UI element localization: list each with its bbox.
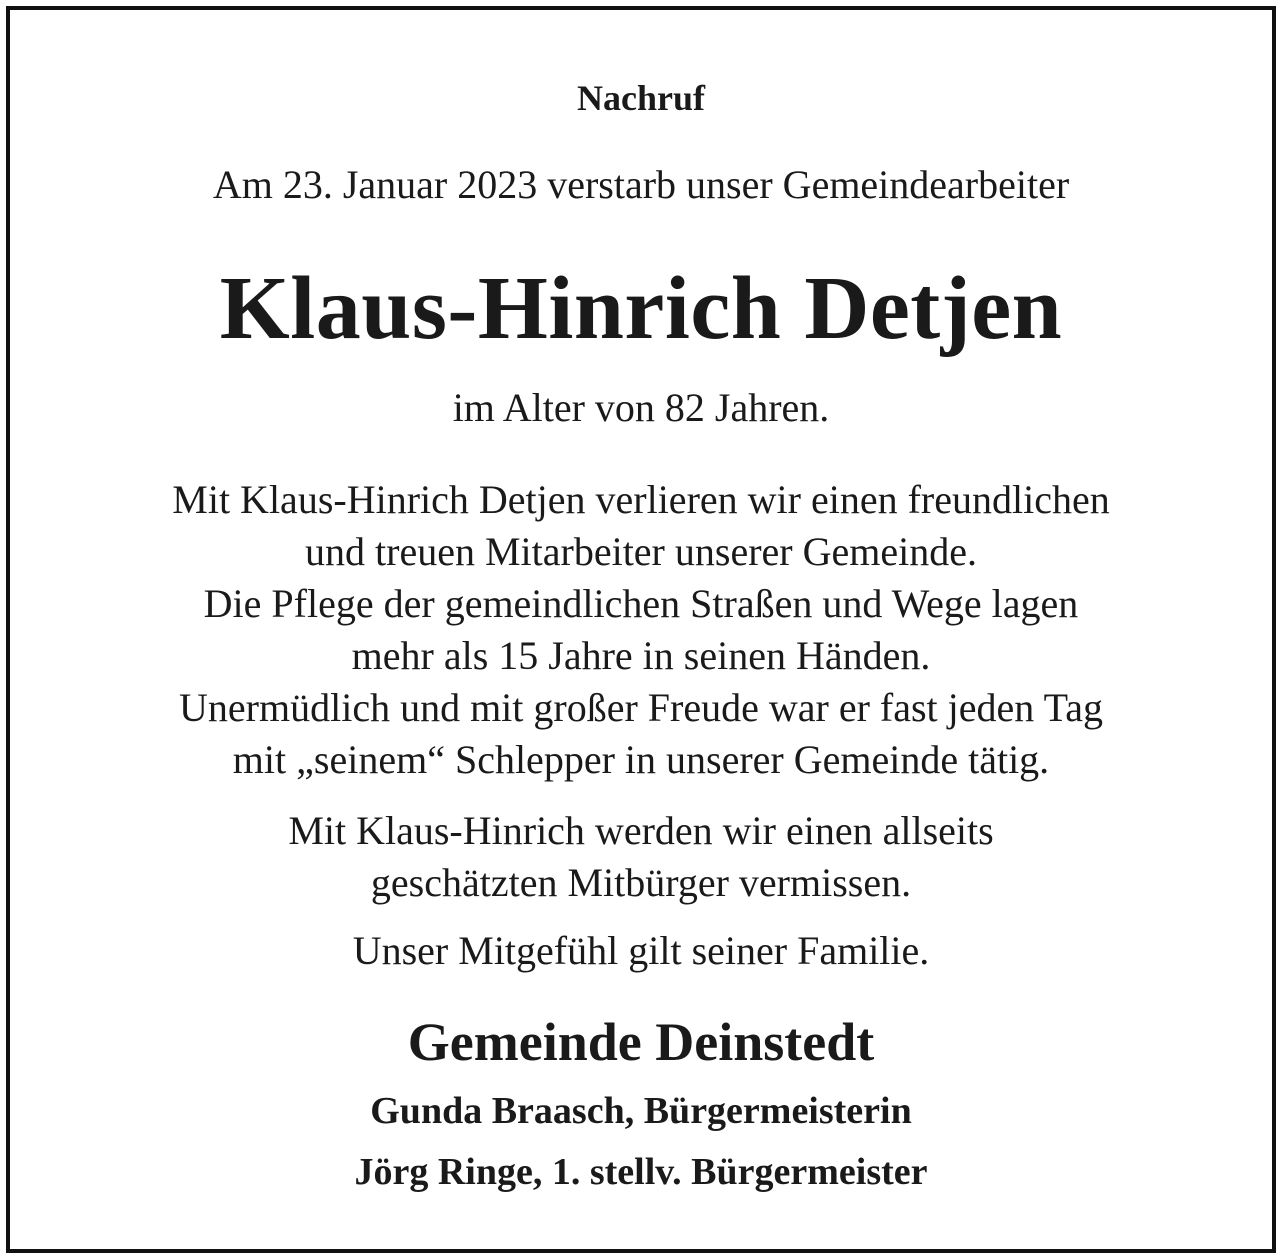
- tribute-line: Mit Klaus-Hinrich werden wir einen allseits: [288, 808, 994, 853]
- organization-name: Gemeinde Deinstedt: [407, 1012, 875, 1072]
- tribute-line: und treuen Mitarbeiter unserer Gemeinde.: [305, 529, 977, 574]
- tribute-line: Mit Klaus-Hinrich Detjen verlieren wir einen freundlichen: [172, 477, 1110, 522]
- tribute-paragraph-2: [10, 805, 1272, 909]
- obituary-notice: [10, 10, 1272, 1249]
- obituary-border: [6, 6, 1276, 1253]
- notice-heading: Nachruf: [577, 78, 705, 118]
- notice-intro: Am 23. Januar 2023 verstarb unser Gemeindearbeiter: [212, 162, 1070, 207]
- condolence-line: Unser Mitgefühl gilt seiner Familie.: [352, 928, 930, 973]
- tribute-line: geschätzten Mitbürger vermissen.: [370, 860, 912, 905]
- deceased-name: Klaus-Hinrich Detjen: [219, 259, 1063, 358]
- deceased-age: im Alter von 82 Jahren.: [452, 385, 830, 430]
- signatory-deputy-mayor: Jörg Ringe, 1. stellv. Bürgermeister: [354, 1151, 928, 1193]
- signatory-mayor: Gunda Braasch, Bürgermeisterin: [370, 1090, 912, 1132]
- tribute-paragraph-1: [10, 474, 1272, 786]
- tribute-line: Die Pflege der gemeindlichen Straßen und Wege lagen: [203, 581, 1079, 626]
- tribute-line: Unermüdlich und mit großer Freude war er fast jeden Tag: [179, 685, 1103, 730]
- tribute-line: mit „seinem“ Schlepper in unserer Gemeinde tätig.: [232, 737, 1050, 782]
- tribute-line: mehr als 15 Jahre in seinen Händen.: [351, 633, 931, 678]
